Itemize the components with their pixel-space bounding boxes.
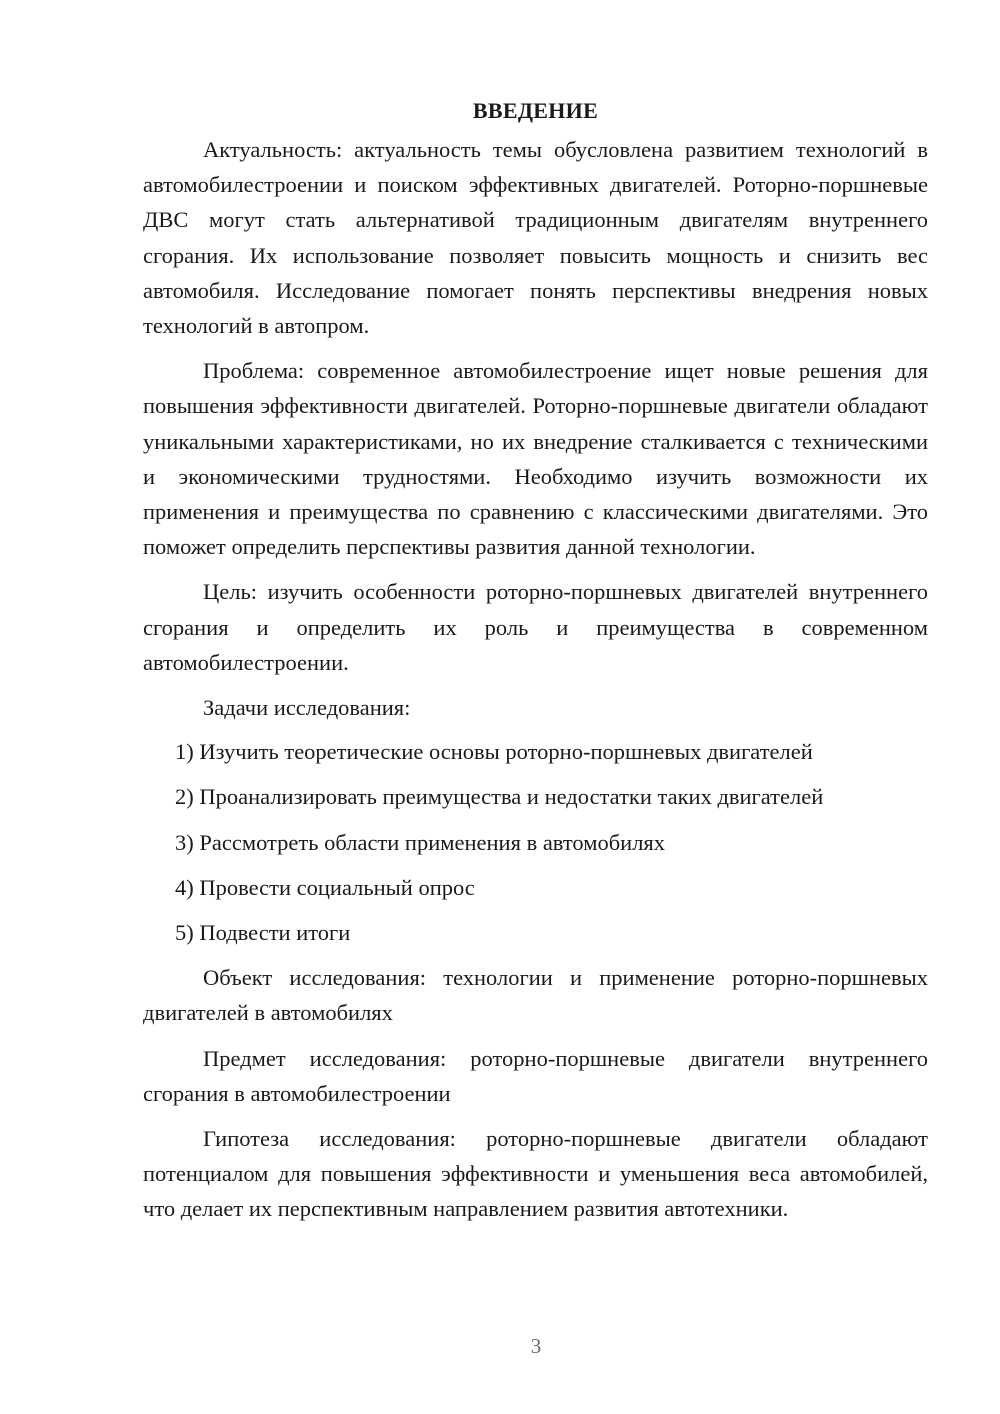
list-item: 2) Проанализировать преимущества и недостатки таких двигателей <box>175 784 824 810</box>
page-title: ВВЕДЕНИЕ <box>472 98 599 123</box>
paragraph-goal: Цель: изучить особенности роторно-поршневых двигателей внутреннего сгорания и определить их роль и преимущества в современном автомобилестроении. <box>143 579 928 675</box>
list-item: 1) Изучить теоретические основы роторно-поршневых двигателей <box>175 739 813 765</box>
paragraph-problem: Проблема: современное автомобилестроение ищет новые решения для повышения эффективности двигателей. Роторно-поршневые двигатели обладают уникальными характеристиками, но их внедрение сталкивается с техническими и экономическими трудностями. Необходимо изучить возможности их применения и преимущества по сравнению с классическими двигателями. Это поможет определить перспективы развития данной технологии. <box>143 358 928 560</box>
list-item: 5) Подвести итоги <box>175 920 351 946</box>
paragraph-relevance: Актуальность: актуальность темы обусловлена развитием технологий в автомобилестроении и поиском эффективных двигателей. Роторно-поршневые ДВС могут стать альтернативой традиционным двигателям внутреннего сгорания. Их использование позволяет повысить мощность и снизить вес автомобиля. Исследование помогает понять перспективы внедрения новых технологий в автопром. <box>143 137 928 339</box>
paragraph-hypothesis: Гипотеза исследования: роторно-поршневые двигатели обладают потенциалом для повышения эффективности и уменьшения веса автомобилей, что делает их перспективным направлением развития автотехники. <box>143 1126 928 1222</box>
list-item: 3) Рассмотреть области применения в автомобилях <box>175 829 666 855</box>
page-number: 3 <box>530 1334 542 1358</box>
tasks-list <box>143 734 928 950</box>
document-page <box>143 96 928 1237</box>
list-item: 4) Провести социальный опрос <box>175 874 475 900</box>
paragraph-object: Объект исследования: технологии и применение роторно-поршневых двигателей в автомобилях <box>143 965 928 1026</box>
tasks-heading: Задачи исследования: <box>203 695 411 721</box>
paragraph-subject: Предмет исследования: роторно-поршневые двигатели внутреннего сгорания в автомобилестроении <box>143 1045 928 1106</box>
